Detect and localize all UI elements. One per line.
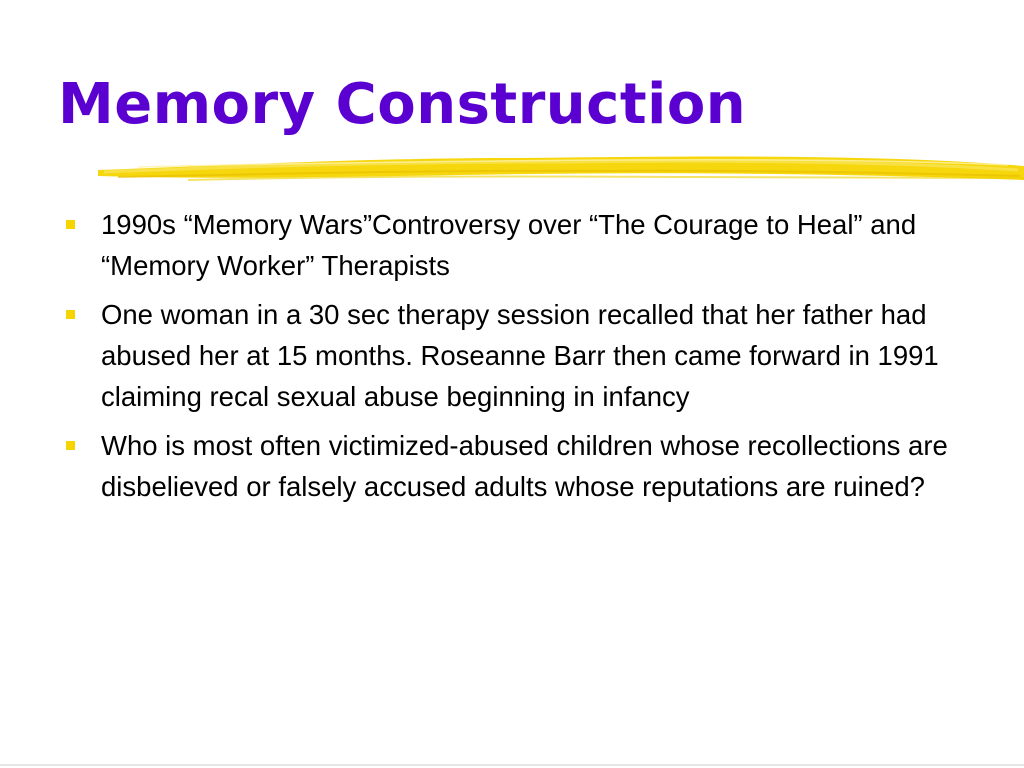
bullet-item xyxy=(60,425,980,507)
bottom-divider xyxy=(0,764,1024,766)
bullet-text: Who is most often victimized-abused children whose recollections are disbelieved or falsely accused adults whose reputations are ruined? xyxy=(101,430,948,502)
square-bullet-icon xyxy=(66,220,75,229)
square-bullet-icon xyxy=(66,441,75,450)
slide-title: Memory Construction xyxy=(58,72,747,137)
bullet-list xyxy=(60,204,980,515)
title-underline-brush-stroke xyxy=(98,146,1024,192)
bullet-text: One woman in a 30 sec therapy session recalled that her father had abused her at 15 months. Roseanne Barr then came forward in 1991 claiming recal sexual abuse beginning in infancy xyxy=(101,299,939,412)
square-bullet-icon xyxy=(66,310,75,319)
bullet-text: 1990s “Memory Wars”Controversy over “The Courage to Heal” and “Memory Worker” Therapists xyxy=(101,209,917,281)
bullet-item xyxy=(60,204,980,286)
bullet-item xyxy=(60,294,980,417)
